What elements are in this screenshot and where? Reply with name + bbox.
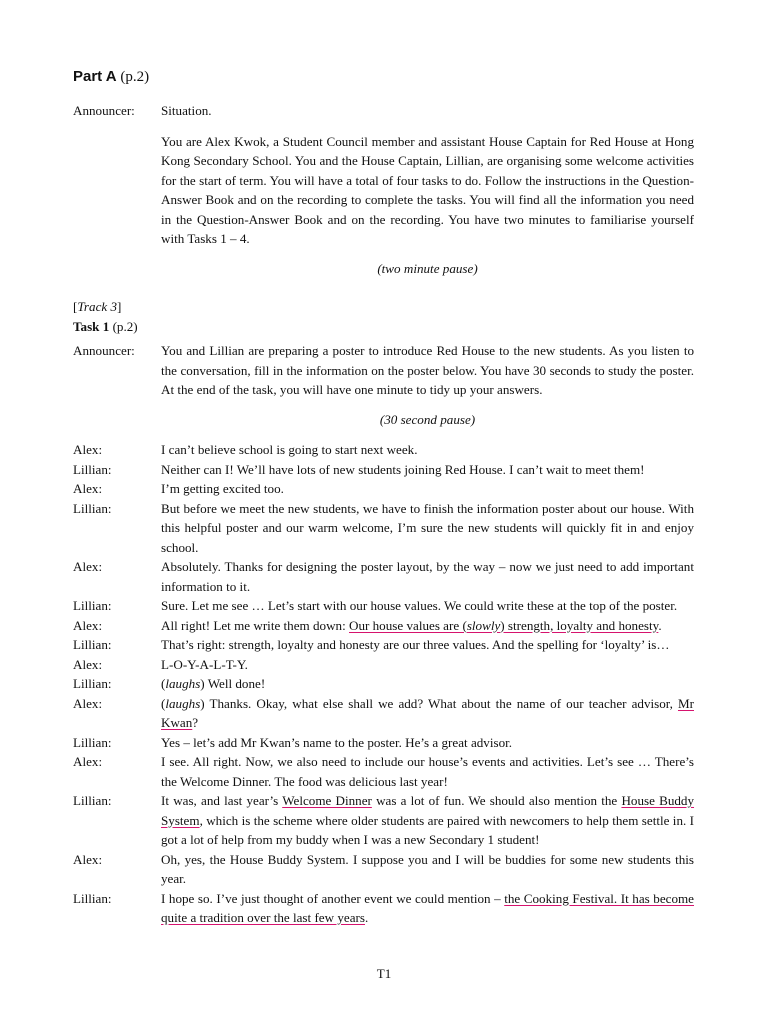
part-a-title: Part A — [73, 68, 117, 85]
dialogue-line: Alex: Absolutely. Thanks for designing the poster layout, by the way – now we just need to add important information to it. — [73, 559, 694, 594]
dialogue-line: Alex: L-O-Y-A-L-T-Y. — [73, 656, 248, 672]
pause-note: (two minute pause) — [377, 260, 478, 276]
task1-heading — [73, 317, 694, 337]
answer-underline: Our house values are (slowly) strength, loyalty and honesty — [349, 617, 659, 633]
dialogue-line: Lillian: Yes – let’s add Mr Kwan’s name to the poster. He’s a great advisor. — [73, 734, 513, 750]
dialogue-line: Lillian: Neither can I! We’ll have lots of new students joining Red House. I can’t wait to meet them! — [73, 461, 645, 477]
answer-underline: Mr Kwan — [161, 695, 694, 730]
part-a-page-ref: (p.2) — [120, 69, 150, 85]
part-a-heading — [73, 68, 149, 86]
answer-underline: House Buddy System — [161, 793, 695, 828]
pause-note: (30 second pause) — [379, 411, 476, 427]
dialogue-line: Alex: I can’t believe school is going to start next week. — [73, 442, 418, 457]
task1-page-ref: (p.2) — [112, 318, 138, 334]
dialogue-block — [73, 440, 694, 928]
dialogue-line: Alex: I’m getting excited too. — [73, 481, 284, 496]
track-label: [Track 3] — [73, 299, 122, 314]
intro-paragraph: You are Alex Kwok, a Student Council member and assistant House Captain for Red House at Hong Kong Secondary School. You and the House Captain, Lillian, are organising some welcome activities for the start of term. You will have a total of four tasks to do. Follow the instructions in the Question-Answer Book and on the recording to complete the tasks. You will find all the information you need in the Question-Answer Book and on the recording. You have two minutes to familiarise yourself with Tasks 1 – 4. — [161, 133, 694, 246]
dialogue-line: Lillian: I hope so. I’ve just thought of another event we could mention – the Cooking Festival. It has become quite a tradition over the last few years. — [73, 890, 694, 925]
intro-block — [73, 101, 694, 278]
dialogue-line: Lillian: That’s right: strength, loyalty and honesty are our three values. And the spelling for ‘loyalty’ is… — [73, 637, 670, 652]
situation-label: Situation. — [161, 103, 212, 118]
dialogue-line: Lillian: (laughs) Well done! — [73, 676, 266, 691]
dialogue-line: Alex: (laughs) Thanks. Okay, what else shall we add? What about the name of our teacher advisor, Mr Kwan? — [73, 695, 694, 730]
dialogue-line: Alex: All right! Let me write them down: Our house values are (slowly) strength, loyalty and honesty. — [73, 617, 662, 633]
task1-title: Task 1 — [73, 318, 110, 334]
answer-underline: Welcome Dinner — [282, 793, 372, 808]
answer-underline: the Cooking Festival. It has become quite a tradition over the last few years — [161, 890, 694, 925]
dialogue-line: Lillian: Sure. Let me see … Let’s start with our house values. We could write these at the top of the poster. — [73, 598, 678, 613]
document-page — [73, 0, 694, 1024]
dialogue-line: Lillian: But before we meet the new students, we have to finish the information poster about our house. With this helpful poster and our warm welcome, I’m sure the new students will quickly fit in and enjoy school. — [73, 500, 694, 555]
dialogue-line: Alex: I see. All right. Now, we also need to include our house’s events and activities. Let’s see … There’s the Welcome Dinner. The food was delicious last year! — [73, 754, 694, 789]
speaker-label: Announcer: — [73, 343, 135, 358]
dialogue-line: Alex: Oh, yes, the House Buddy System. I suppose you and I will be buddies for some new students this year. — [73, 851, 694, 886]
task1-block — [73, 297, 694, 429]
speaker-label: Announcer: — [73, 103, 135, 118]
announcer-text: You and Lillian are preparing a poster to introduce Red House to the new students. As you listen to the conversation, fill in the information on the poster below. You have 30 seconds to study the poster. At the end of the task, you will have one minute to tidy up your answers. — [161, 343, 694, 397]
page-number: T1 — [376, 966, 392, 981]
dialogue-line: Lillian: It was, and last year’s Welcome Dinner was a lot of fun. We should also mention the House Buddy System, which is the scheme where older students are paired with newcomers to help them settle in. I got a lot of help from my buddy when I was a new Secondary 1 student! — [73, 793, 695, 847]
